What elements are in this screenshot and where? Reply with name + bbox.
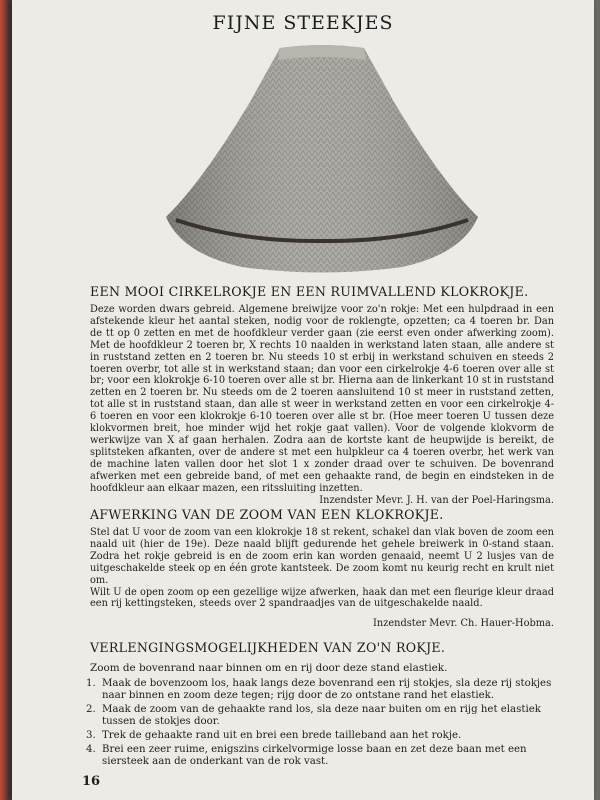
- list-number: 3.: [86, 730, 96, 741]
- list-item: [86, 678, 556, 702]
- skirt-photo: [162, 42, 482, 277]
- list-intro: Zoom de bovenrand naar binnen om en rij door deze stand elastiek.: [90, 662, 448, 674]
- list-item: [86, 730, 556, 742]
- list-item: [86, 744, 556, 768]
- signature: Inzendster Mevr. Ch. Hauer-Hobma.: [373, 618, 554, 630]
- list-text: Maak de zoom van de gehaakte rand los, sla deze naar buiten om en rijg het elastiek tussen de stokjes door.: [102, 704, 541, 727]
- list-text: Maak de bovenzoom los, haak langs deze bovenrand een rij stokjes, sla deze rij stokjes naar binnen en zoom deze tegen; rijg door de zo ontstane rand het elastiek.: [102, 678, 552, 701]
- page-number: 16: [82, 774, 101, 789]
- magazine-page: [12, 0, 594, 800]
- numbered-list: [86, 678, 556, 770]
- paragraph: Wilt U de open zoom op een gezellige wijze afwerken, haak dan met een fleurige kleur draad een rij kettingsteken, steeds over 2 spandraadjes van de uitgeschakelde naald.: [90, 586, 554, 610]
- list-text: Trek de gehaakte rand uit en brei een brede tailleband aan het rokje.: [102, 730, 462, 741]
- list-number: 2.: [86, 704, 96, 715]
- section-heading-verlenging: VERLENGINGSMOGELIJKHEDEN VAN ZO'N ROKJE.: [90, 640, 446, 655]
- section-body-cirkelrokje: [90, 304, 554, 506]
- list-number: 4.: [86, 744, 96, 755]
- list-text: Brei een zeer ruime, enigszins cirkelvormige losse baan en zet deze baan met een siersteek aan de onderkant van de rok vast.: [102, 744, 527, 767]
- signature: Inzendster Mevr. J. H. van der Poel-Haringsma.: [319, 494, 554, 506]
- paragraph: Stel dat U voor de zoom van een klokrokje 18 st rekent, schakel dan vlak boven de zoom een naald uit (hier de 19e). Deze naald blijft gedurende het gehele breiwerk in 0-stand staan. Zodra het rokje gebreid is en de zoom erin kan worden genaaid, neemt U 2 lusjes van de uitgeschakelde steek op en één grote kantsteek. De zoom komt nu keurig recht en krult niet om.: [90, 527, 554, 586]
- list-number: 1.: [86, 678, 96, 689]
- section-body-zoom: [90, 527, 554, 630]
- page-title: FIJNE STEEKJES: [212, 12, 394, 34]
- section-heading-zoom: AFWERKING VAN DE ZOOM VAN EEN KLOKROKJE.: [90, 507, 444, 522]
- list-item: [86, 704, 556, 728]
- section-heading-cirkelrokje: EEN MOOI CIRKELROKJE EN EEN RUIMVALLEND KLOKROKJE.: [90, 284, 529, 299]
- paragraph: Deze worden dwars gebreid. Algemene breiwijze voor zo'n rokje: Met een hulpdraad in een afstekende kleur het aantal steken, nodig voor de roklengte, opzetten; ca 4 toeren br. Dan de tt op 0 zetten en met de hoofdkleur verder gaan (zie eerst even onder afwerking zoom). Met de hoofdkleur 2 toeren br, X rechts 10 naalden in werkstand laten staan, alle andere st in ruststand zetten en 2 toeren br. Nu steeds 10 st erbij in werkstand schuiven en steeds 2 toeren overbr, tot alle st in werkstand staan; dan voor een cirkelrokje 4-6 toeren over alle st br; voor een klokrokje 6-10 toeren over alle st br. Hierna aan de linkerkant 10 st in ruststand zetten en 2 toeren br. Nu steeds om de 2 toeren aansluitend 10 st meer in ruststand zetten, tot alle st in ruststand staan, dan alle st weer in werkstand zetten en voor een cirkelrokje 4-6 toeren en voor een klokrokje 6-10 toeren over alle st br. (Hoe meer toeren U tussen deze klokvormen breit, hoe minder wijd het rokje gaat vallen). Voor de volgende klokvorm de werkwijze van X af gaan herhalen. Zodra aan de kortste kant de heupwijde is bereikt, de splitsteken afkanten, over de andere st met een hulpkleur ca 4 toeren overbr, het werk van de machine laten vallen door het slot 1 x zonder draad over te schuiven. De bovenrand afwerken met een gebreide band, of met een gehaakte rand, de begin en eindsteken in de hoofdkleur aan elkaar mazen, een ritssluiting inzetten.: [90, 304, 554, 494]
